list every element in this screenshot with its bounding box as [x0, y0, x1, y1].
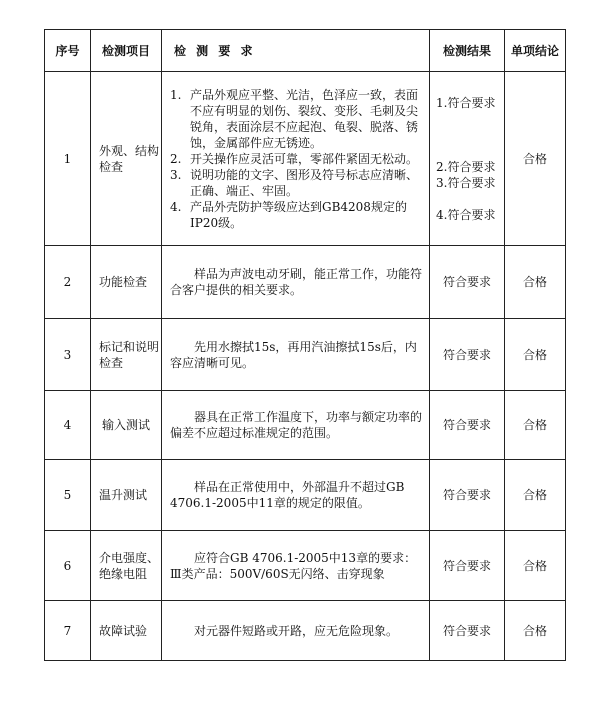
- table-row: [45, 531, 566, 601]
- row-result: [430, 72, 505, 246]
- table-row: [45, 246, 566, 319]
- row-item: 故障试验: [91, 601, 162, 661]
- result-item: 4.符合要求: [436, 207, 496, 222]
- row-no: 4: [45, 391, 91, 460]
- row-requirement: 器具在正常工作温度下，功率与额定功率的偏差不应超过标准规定的范围。: [162, 391, 430, 460]
- row-requirement: 样品为声波电动牙刷，能正常工作，功能符合客户提供的相关要求。: [162, 246, 430, 319]
- header-verdict: 单项结论: [505, 30, 566, 72]
- requirement-item: 3. 说明功能的文字、图形及符号标志应清晰、正确、端正、牢固。: [170, 167, 419, 198]
- header-requirement: 检 测 要 求: [162, 30, 430, 72]
- row-result: 符合要求: [430, 460, 505, 531]
- row-result: 符合要求: [430, 531, 505, 601]
- row-result: 符合要求: [430, 319, 505, 391]
- table-row: [45, 391, 566, 460]
- row-requirement: 样品在正常使用中，外部温升不超过GB 4706.1-2005中11章的规定的限值。: [162, 460, 430, 531]
- row-requirement: 先用水擦拭15s，再用汽油擦拭15s后，内容应清晰可见。: [162, 319, 430, 391]
- row-item: 输入测试: [91, 391, 162, 460]
- row-no: 5: [45, 460, 91, 531]
- row-requirement: 对元器件短路或开路，应无危险现象。: [162, 601, 430, 661]
- table-row: [45, 72, 566, 246]
- row-verdict: 合格: [505, 246, 566, 319]
- requirement-item: 4. 产品外壳防护等级应达到GB4208规定的IP20级。: [170, 199, 407, 230]
- row-item: 外观、结构检查: [91, 72, 162, 246]
- table-row: [45, 460, 566, 531]
- header-item: 检测项目: [91, 30, 162, 72]
- table-row: [45, 601, 566, 661]
- row-item: 标记和说明检查: [91, 319, 162, 391]
- row-item: 介电强度、绝缘电阻: [91, 531, 162, 601]
- row-no: 6: [45, 531, 91, 601]
- row-result: 符合要求: [430, 601, 505, 661]
- row-verdict: 合格: [505, 391, 566, 460]
- row-verdict: 合格: [505, 460, 566, 531]
- row-no: 3: [45, 319, 91, 391]
- header-result: 检测结果: [430, 30, 505, 72]
- row-verdict: 合格: [505, 601, 566, 661]
- row-verdict: 合格: [505, 531, 566, 601]
- row-requirement: [162, 72, 430, 246]
- header-row: [45, 30, 566, 72]
- row-no: 1: [45, 72, 91, 246]
- row-requirement: 应符合GB 4706.1-2005中13章的要求：Ⅲ类产品：500V/60S无闪络、击穿现象: [162, 531, 430, 601]
- row-verdict: 合格: [505, 72, 566, 246]
- result-item: 2.符合要求: [436, 159, 496, 174]
- row-result: 符合要求: [430, 246, 505, 319]
- result-item: 3.符合要求: [436, 175, 496, 190]
- requirement-item: 1. 产品外观应平整、光洁，色泽应一致，表面不应有明显的划伤、裂纹、变形、毛刺及尖锐角，表面涂层不应起泡、龟裂、脱落、锈蚀，金属部件应无锈迹。: [170, 87, 419, 150]
- requirement-item: 2. 开关操作应灵活可靠，零部件紧固无松动。: [170, 151, 419, 166]
- table-row: [45, 319, 566, 391]
- row-item: 功能检查: [91, 246, 162, 319]
- row-item: 温升测试: [91, 460, 162, 531]
- row-no: 2: [45, 246, 91, 319]
- row-no: 7: [45, 601, 91, 661]
- inspection-table: [44, 29, 566, 661]
- row-verdict: 合格: [505, 319, 566, 391]
- header-no: 序号: [45, 30, 91, 72]
- row-result: 符合要求: [430, 391, 505, 460]
- result-item: 1.符合要求: [436, 95, 496, 110]
